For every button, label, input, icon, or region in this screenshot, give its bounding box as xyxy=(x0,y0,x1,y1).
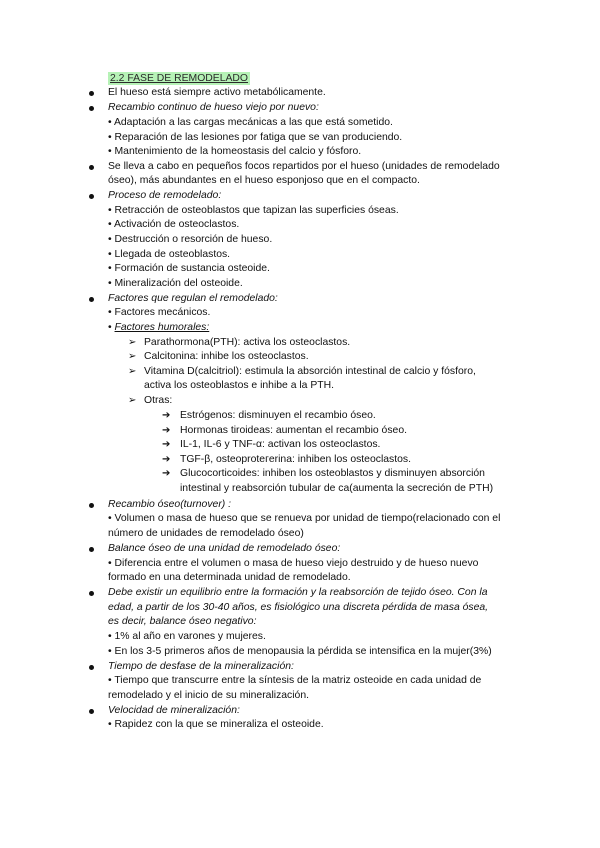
list-item: • Mantenimiento de la homeostasis del calcio y fósforo. xyxy=(108,146,362,157)
heading-italic: Recambio continuo de hueso viejo por nuevo: xyxy=(108,102,319,113)
list-item: • Formación de sustancia osteoide. xyxy=(108,263,270,274)
bullet-dot xyxy=(89,591,94,596)
heading-italic: Debe existir un equilibrio entre la formación y la reabsorción de tejido óseo. Con la xyxy=(108,587,488,598)
arrow-bullet-icon: ➢ xyxy=(128,395,137,406)
heading-italic: es decir, balance óseo negativo: xyxy=(108,616,257,627)
arrow-right-icon: ➔ xyxy=(162,425,171,436)
list-item-continued: intestinal y reabsorción tubular de ca(aumenta la secreción de PTH) xyxy=(180,483,494,494)
list-item: • 1% al año en varones y mujeres. xyxy=(108,631,266,642)
list-item: • Reparación de las lesiones por fatiga que se van produciendo. xyxy=(108,132,403,143)
paragraph: • Diferencia entre el volumen o masa de hueso viejo destruido y de hueso nuevo xyxy=(108,558,479,569)
bullet-dot xyxy=(89,194,94,199)
list-item: Calcitonina: inhibe los osteoclastos. xyxy=(144,351,309,362)
list-bullet: • xyxy=(108,322,115,333)
list-item: Hormonas tiroideas: aumentan el recambio óseo. xyxy=(180,425,407,436)
heading-italic: Proceso de remodelado: xyxy=(108,190,222,201)
list-item: Parathormona(PTH): activa los osteoclastos. xyxy=(144,337,351,348)
paragraph: El hueso está siempre activo metabólicamente. xyxy=(108,87,326,98)
arrow-right-icon: ➔ xyxy=(162,410,171,421)
bullet-dot xyxy=(89,91,94,96)
heading-italic: Velocidad de mineralización: xyxy=(108,705,240,716)
list-item: • Adaptación a las cargas mecánicas a las que está sometido. xyxy=(108,117,393,128)
list-item-continued: activa los osteoblastos e inhibe a la PTH. xyxy=(144,380,335,391)
bullet-dot xyxy=(89,165,94,170)
heading-italic: Factores que regulan el remodelado: xyxy=(108,293,278,304)
list-item: • Activación de osteoclastos. xyxy=(108,219,240,230)
list-item: • Factores mecánicos. xyxy=(108,307,211,318)
bullet-dot xyxy=(89,709,94,714)
paragraph: óseo), más abundantes en el hueso esponjoso que en el compacto. xyxy=(108,175,420,186)
heading-italic: edad, a partir de los 30-40 años, es fisiológico una discreta pérdida de masa ósea, xyxy=(108,602,489,613)
list-item: TGF-β, osteoproteгerina: inhiben los osteoclastos. xyxy=(180,454,411,465)
list-item: • Mineralización del osteoide. xyxy=(108,278,243,289)
list-item: Vitamina D(calcitriol): estimula la absorción intestinal de calcio y fósforo, xyxy=(144,366,476,377)
list-item xyxy=(108,321,209,336)
bullet-dot xyxy=(89,547,94,552)
list-item: • Destrucción o resorción de hueso. xyxy=(108,234,273,245)
arrow-bullet-icon: ➢ xyxy=(128,351,137,362)
heading-italic: Tiempo de desfase de la mineralización: xyxy=(108,661,294,672)
bullet-dot xyxy=(89,665,94,670)
paragraph: • Rapidez con la que se mineraliza el osteoide. xyxy=(108,719,324,730)
heading-italic: Balance óseo de una unidad de remodelado óseo: xyxy=(108,543,341,554)
arrow-right-icon: ➔ xyxy=(162,454,171,465)
list-item: IL-1, IL-6 y TNF-α: activan los osteoclastos. xyxy=(180,439,381,450)
list-item: Otras: xyxy=(144,395,173,406)
paragraph: remodelado y el inicio de su mineralización. xyxy=(108,690,309,701)
subheading: Factores humorales: xyxy=(114,322,210,333)
paragraph: • Tiempo que transcurre entre la síntesis de la matriz osteoide en cada unidad de xyxy=(108,675,482,686)
bullet-dot xyxy=(89,503,94,508)
list-item: • En los 3-5 primeros años de menopausia la pérdida se intensifica en la mujer(3%) xyxy=(108,646,492,657)
list-item: • Retracción de osteoblastos que tapizan las superficies óseas. xyxy=(108,205,399,216)
list-item: Glucocorticoides: inhiben los osteoblastos y disminuyen absorción xyxy=(180,468,485,479)
heading-italic: Recambio óseo(turnover) : xyxy=(108,499,232,510)
paragraph: • Volumen o masa de hueso que se renueva por unidad de tiempo(relacionado con el xyxy=(108,513,501,524)
list-item: • Llegada de osteoblastos. xyxy=(108,249,231,260)
bullet-dot xyxy=(89,297,94,302)
paragraph: número de unidades de remodelado óseo) xyxy=(108,528,304,539)
paragraph: Se lleva a cabo en pequeños focos repartidos por el hueso (unidades de remodelado xyxy=(108,161,500,172)
list-item: Estrógenos: disminuyen el recambio óseo. xyxy=(180,410,376,421)
section-title: 2.2 FASE DE REMODELADO xyxy=(110,73,249,84)
arrow-bullet-icon: ➢ xyxy=(128,366,137,377)
arrow-bullet-icon: ➢ xyxy=(128,337,137,348)
arrow-right-icon: ➔ xyxy=(162,439,171,450)
arrow-right-icon: ➔ xyxy=(162,468,171,479)
bullet-dot xyxy=(89,106,94,111)
paragraph: formado en una determinada unidad de remodelado. xyxy=(108,572,351,583)
